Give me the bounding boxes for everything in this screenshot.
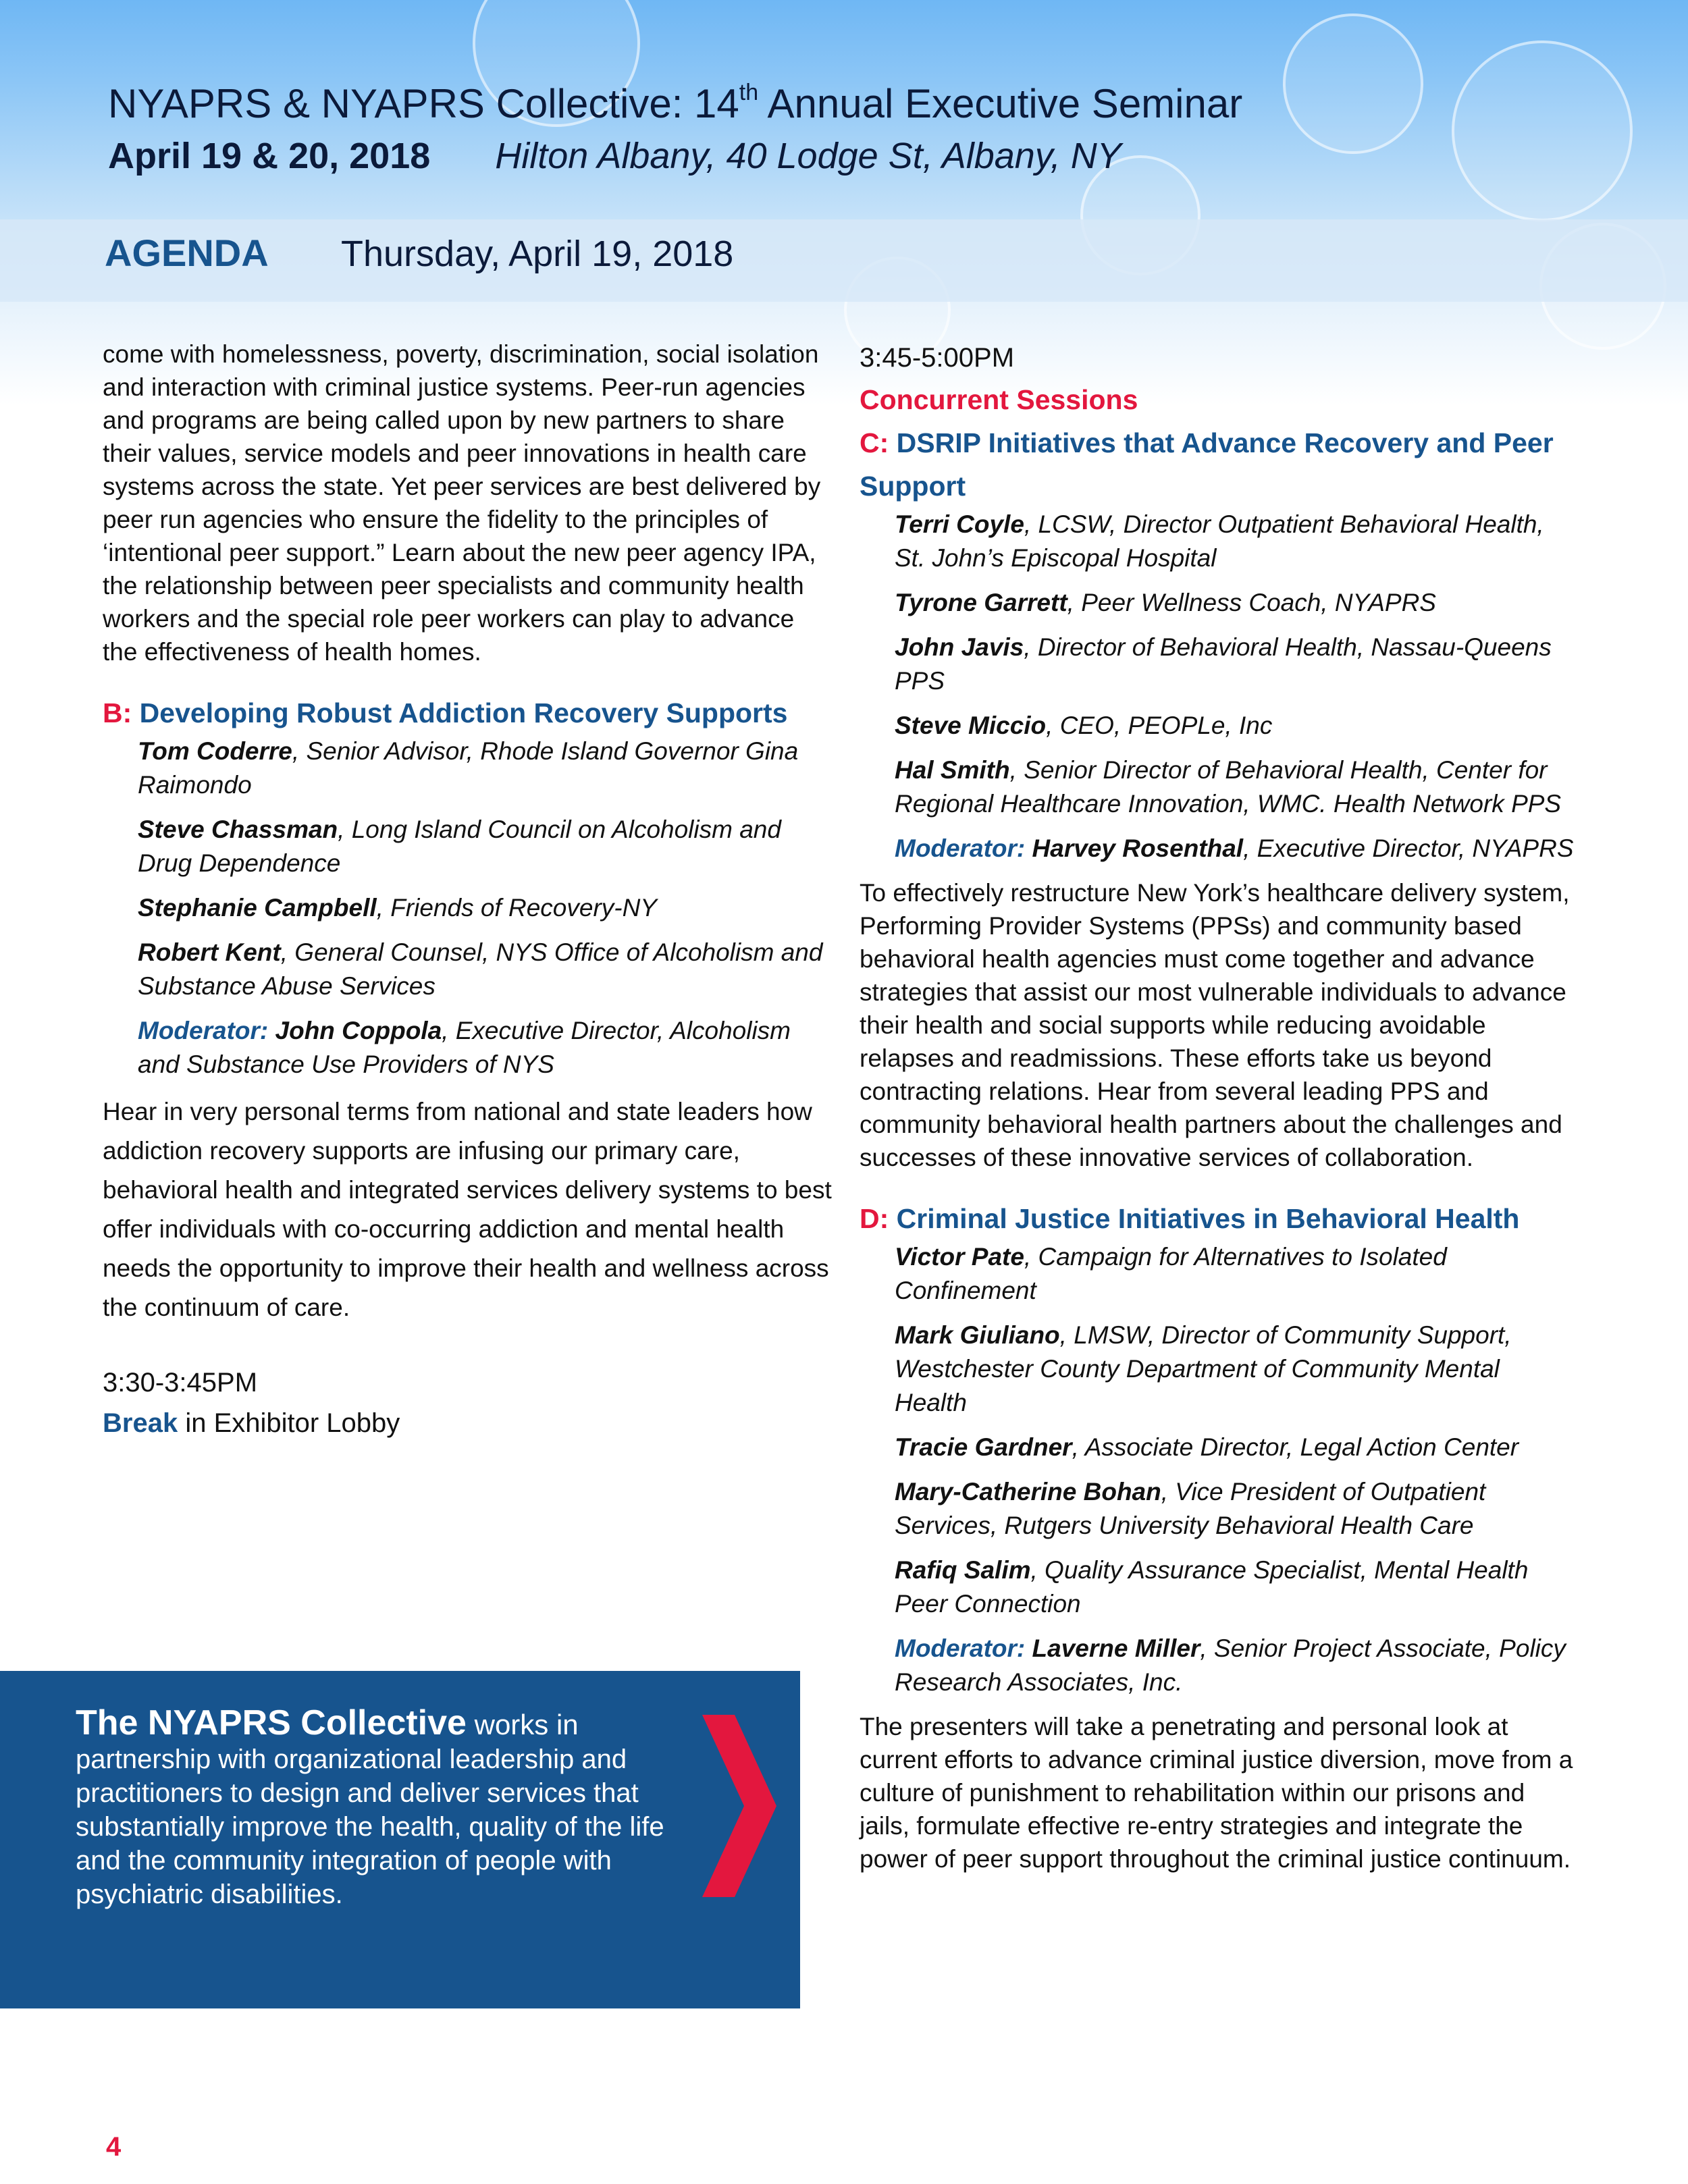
speaker: Mark Giuliano, LMSW, Director of Community Support, Westchester County Department of Community Mental Health — [895, 1321, 1512, 1416]
left-column — [103, 338, 832, 1443]
speaker: Tyrone Garrett, Peer Wellness Coach, NYAPRS — [895, 589, 1436, 616]
speaker: Terri Coyle, LCSW, Director Outpatient Behavioral Health, St. John’s Episcopal Hospital — [895, 510, 1544, 572]
seminar-venue: Hilton Albany, 40 Lodge St, Albany, NY — [495, 136, 1122, 176]
break-time: 3:30-3:45PM — [103, 1368, 258, 1397]
session-c-description: To effectively restructure New York’s healthcare delivery system, Performing Provider Systems (PPSs) and community based behavioral health agencies must come together and advance strategies that assist our most vulnerable individuals to advance their health and social supports while reducing avoidable relapses and readmissions. These efforts take us beyond contracting relations. Hear from several leading PPS and community behavioral health partners about the challenges and successes of these innovative services of collaboration. — [860, 879, 1570, 1171]
speaker: Rafiq Salim, Quality Assurance Specialist, Mental Health Peer Connection — [895, 1556, 1529, 1618]
speaker: Steve Miccio, CEO, PEOPLe, Inc — [895, 712, 1273, 739]
session-b-description: Hear in very personal terms from national and state leaders how addiction recovery supports are infusing our primary care, behavioral health and integrated services delivery systems to best offer individuals with co-occurring addiction and mental health needs the opportunity to improve their health and wellness across the continuum of care. — [103, 1098, 832, 1321]
speaker: Tracie Gardner, Associate Director, Legal Action Center — [895, 1433, 1519, 1461]
speaker: Victor Pate, Campaign for Alternatives to Isolated Confinement — [895, 1243, 1447, 1304]
right-column — [860, 338, 1575, 1875]
session-d-description: The presenters will take a penetrating and personal look at current efforts to advance criminal justice diversion, move from a culture of punishment to rehabilitation within our prisons and jails, formulate effective re-entry strategies and integrate the power of peer support throughout the criminal justice continuum. — [860, 1713, 1573, 1873]
session-d-heading: D: Criminal Justice Initiatives in Behavioral Health — [860, 1203, 1520, 1234]
speaker: Mary-Catherine Bohan, Vice President of Outpatient Services, Rutgers University Behavioral Health Care — [895, 1478, 1486, 1539]
speaker: John Javis, Director of Behavioral Health, Nassau-Queens PPS — [895, 633, 1552, 695]
callout-title: The NYAPRS Collective — [76, 1703, 467, 1742]
moderator: Moderator: Laverne Miller, Senior Project Associate, Policy Research Associates, Inc. — [895, 1634, 1566, 1696]
moderator: Moderator: Harvey Rosenthal, Executive Director, NYAPRS — [895, 834, 1574, 862]
seminar-dates: April 19 & 20, 2018 — [108, 136, 431, 176]
agenda-label: AGENDA — [105, 232, 269, 274]
title-superscript: th — [739, 80, 759, 105]
decorative-bubble — [1452, 41, 1633, 221]
agenda-date: Thursday, April 19, 2018 — [341, 234, 734, 274]
session-b-heading: B: Developing Robust Addiction Recovery Supports — [103, 697, 788, 728]
callout-body: partnership with organizational leadership and practitioners to design and deliver services that substantially improve the health, quality of the life and the community integration of people with psychiatric disabilities. — [76, 1744, 664, 1909]
page-number: 4 — [106, 2132, 122, 2162]
session-c-heading: C: DSRIP Initiatives that Advance Recovery and Peer Support — [860, 427, 1554, 502]
callout-lead: works in — [466, 1709, 579, 1740]
collective-callout — [0, 1671, 800, 2008]
concurrent-time: 3:45-5:00PM — [860, 343, 1015, 373]
speaker: Stephanie Campbell, Friends of Recovery-NY — [138, 894, 657, 922]
break-line: Break in Exhibitor Lobby — [103, 1408, 400, 1438]
seminar-title: NYAPRS & NYAPRS Collective: 14th Annual Executive Seminar — [108, 80, 1243, 126]
speaker: Steve Chassman, Long Island Council on Alcoholism and Drug Dependence — [138, 816, 781, 877]
callout-text — [76, 1703, 707, 1911]
session-a-description: come with homelessness, poverty, discrimination, social isolation and interaction with criminal justice systems. Peer-run agencies and programs are being called upon by new partners to share their values, service models and peer innovations in health care systems across the state. Yet peer services are best delivered by peer run agencies who ensure the fidelity to the principles of ‘intentional peer support.” Learn about the new peer agency IPA, the relationship between peer specialists and community health workers and the special role peer workers can play to advance the effectiveness of health homes. — [103, 340, 821, 666]
speaker: Tom Coderre, Senior Advisor, Rhode Island Governor Gina Raimondo — [138, 737, 799, 799]
speaker: Robert Kent, General Counsel, NYS Office of Alcoholism and Substance Abuse Services — [138, 938, 823, 1000]
chevron-right-icon — [702, 1715, 776, 1897]
concurrent-sessions-heading: Concurrent Sessions — [860, 384, 1138, 415]
seminar-date-venue — [108, 135, 1122, 177]
moderator: Moderator: John Coppola, Executive Director, Alcoholism and Substance Use Providers of NYS — [138, 1017, 791, 1078]
decorative-bubble — [1283, 14, 1423, 154]
speaker: Hal Smith, Senior Director of Behavioral Health, Center for Regional Healthcare Innovation, WMC. Health Network PPS — [895, 756, 1562, 818]
